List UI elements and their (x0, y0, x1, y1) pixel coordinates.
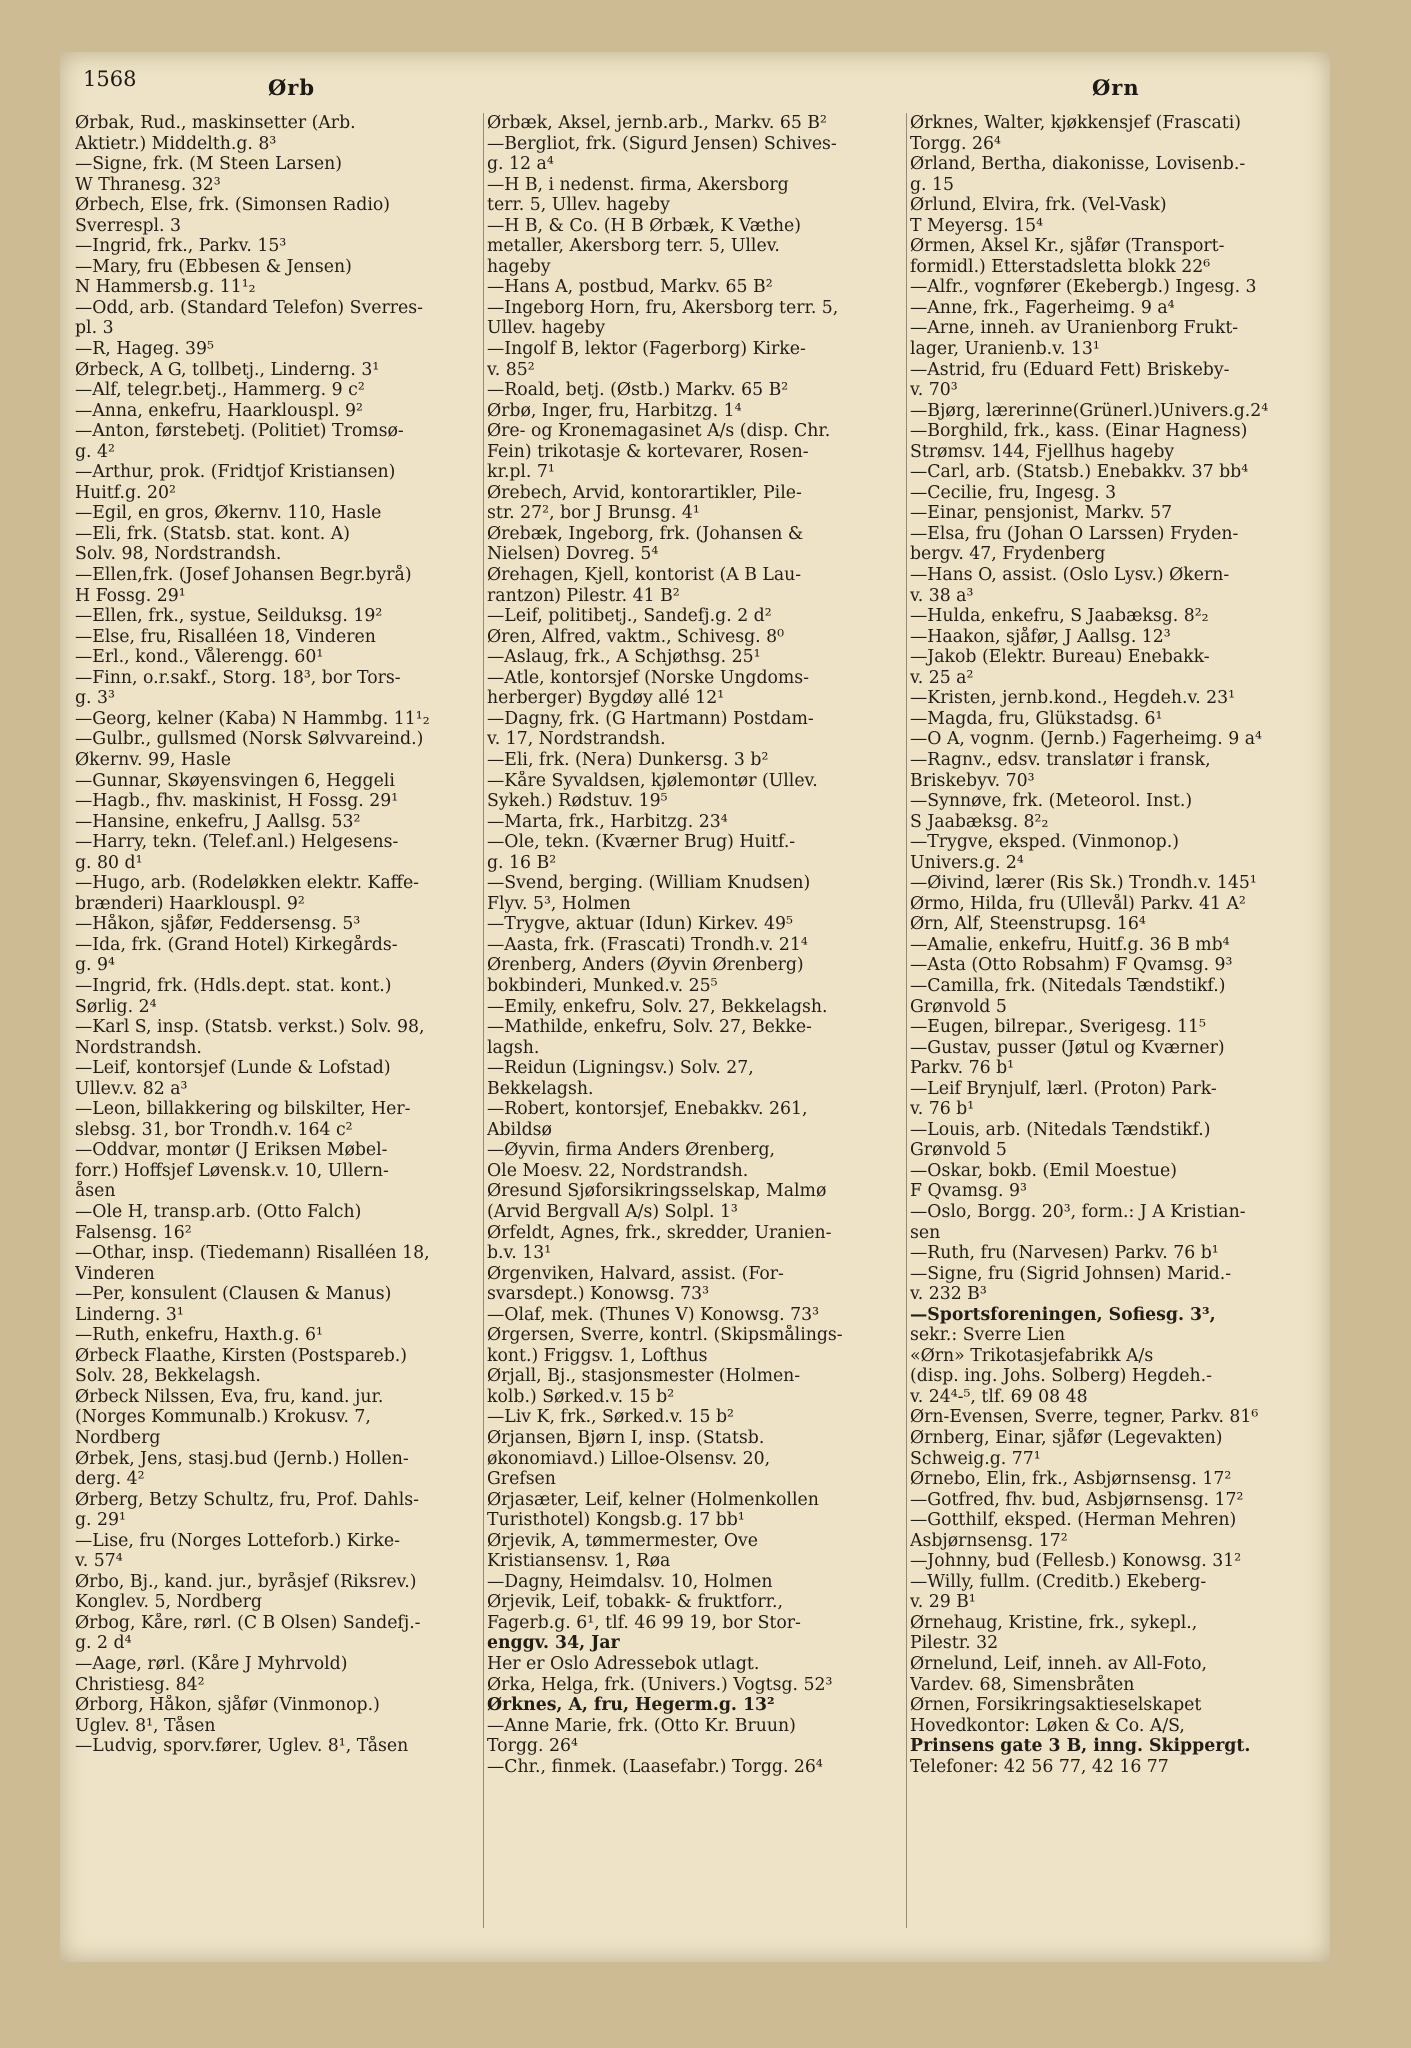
directory-entry-line: —Oslo, Borgg. 20³, form.: J A Kristian- (910, 1201, 1246, 1222)
directory-entry-line: Ole Moesv. 22, Nordstrandsh. (487, 1160, 749, 1181)
directory-entry-line: —Sportsforeningen, Sofiesg. 3³, (910, 1304, 1216, 1325)
directory-entry-line: Ørbo, Bj., kand. jur., byråsjef (Riksrev.) (75, 1571, 417, 1592)
directory-entry-line: Ørland, Bertha, diakonisse, Lovisenb.- (910, 154, 1246, 175)
directory-entry-line: —Einar, pensjonist, Markv. 57 (910, 503, 1173, 524)
directory-entry-line: —Egil, en gros, Økernv. 110, Hasle (75, 503, 382, 524)
directory-entry-line: —Emily, enkefru, Solv. 27, Bekkelagsh. (487, 996, 828, 1017)
directory-entry-line: Ørlund, Elvira, frk. (Vel-Vask) (910, 195, 1167, 216)
directory-entry-line: N Hammersb.g. 11¹₂ (75, 277, 256, 298)
directory-entry-line: Ørka, Helga, frk. (Univers.) Vogtsg. 52³ (487, 1674, 833, 1695)
directory-entry-line: Nielsen) Dovreg. 5⁴ (487, 544, 659, 565)
directory-entry-line: —Leif, kontorsjef (Lunde & Lofstad) (75, 1058, 391, 1079)
directory-entry-line: økonomiavd.) Lilloe-Olsensv. 20, (487, 1448, 771, 1469)
directory-entry-line: Strømsv. 144, Fjellhus hageby (910, 441, 1175, 462)
directory-entry-line: Ørfeldt, Agnes, frk., skredder, Uranien- (487, 1222, 832, 1243)
directory-entry-line: —Mathilde, enkefru, Solv. 27, Bekke- (487, 1017, 812, 1038)
directory-entry-line: b.v. 13¹ (487, 1243, 552, 1264)
directory-entry-line: —Aage, rørl. (Kåre J Myhrvold) (75, 1654, 348, 1675)
directory-entry-line: v. 57⁴ (75, 1551, 123, 1572)
directory-entry-line: —Bjørg, lærerinne(Grünerl.)Univers.g.2⁴ (910, 400, 1269, 421)
directory-entry-line: —Ingeborg Horn, fru, Akersborg terr. 5, (487, 297, 839, 318)
directory-entry-line: Ørn, Alf, Steenstrupsg. 16⁴ (910, 914, 1146, 935)
directory-entry-line: —Svend, berging. (William Knudsen) (487, 873, 811, 894)
directory-column-1 (75, 113, 475, 1757)
directory-entry-line: «Ørn» Trikotasjefabrikk A/s (910, 1345, 1154, 1366)
directory-entry-line: Parkv. 76 b¹ (910, 1058, 1015, 1079)
directory-entry-line: —Eli, frk. (Statsb. stat. kont. A) (75, 523, 350, 544)
directory-entry-line: —Arthur, prok. (Fridtjof Kristiansen) (75, 462, 396, 483)
directory-entry-line: Ullev.v. 82 a³ (75, 1078, 188, 1099)
directory-entry-line: Nordberg (75, 1428, 161, 1448)
directory-entry-line: Falsensg. 16² (75, 1222, 192, 1243)
directory-entry-line: —Anna, enkefru, Haarklouspl. 9² (75, 400, 363, 421)
directory-entry-line: Schweig.g. 77¹ (910, 1448, 1041, 1469)
directory-entry-line: Ørnen, Forsikringsaktieselskapet (910, 1695, 1202, 1716)
directory-entry-line: —Astrid, fru (Eduard Fett) Briskeby- (910, 359, 1230, 380)
directory-entry-line: v. 232 B³ (910, 1284, 987, 1305)
directory-entry-line: v. 24⁴-⁵, tlf. 69 08 48 (910, 1386, 1088, 1407)
directory-entry-line: —Else, fru, Risalléen 18, Vinderen (75, 626, 376, 647)
directory-entry-line: Ørnelund, Leif, inneh. av All-Foto, (910, 1654, 1207, 1675)
directory-entry-line: g. 12 a⁴ (487, 154, 554, 175)
directory-entry-line: —Amalie, enkefru, Huitf.g. 36 B mb⁴ (910, 934, 1230, 955)
directory-entry-line: —Øyvin, firma Anders Ørenberg, (487, 1140, 776, 1161)
directory-entry-line: Ørknes, A, fru, Hegerm.g. 13² (487, 1695, 775, 1716)
directory-entry-line: Aktietr.) Middelth.g. 8³ (75, 133, 277, 154)
directory-entry-line: v. 85² (487, 359, 535, 380)
running-header-right: Ørn (1092, 75, 1140, 100)
directory-entry-line: —Willy, fullm. (Creditb.) Ekeberg- (910, 1571, 1207, 1592)
directory-entry-line: Sverrespl. 3 (75, 215, 182, 236)
directory-entry-line: —Asta (Otto Robsahm) F Qvamsg. 9³ (910, 955, 1233, 976)
directory-entry-line: Ørbeck Nilssen, Eva, fru, kand. jur. (75, 1386, 384, 1407)
directory-entry-line: —Signe, frk. (M Steen Larsen) (75, 154, 342, 175)
directory-entry-line: F Qvamsg. 9³ (910, 1181, 1027, 1202)
directory-entry-line: Vardev. 68, Simensbråten (910, 1674, 1135, 1695)
directory-entry-line: —Anne Marie, frk. (Otto Kr. Bruun) (487, 1715, 796, 1736)
directory-entry-line: Ørjasæter, Leif, kelner (Holmenkollen (487, 1489, 819, 1510)
directory-entry-line: svarsdept.) Konowsg. 73³ (487, 1284, 710, 1305)
directory-entry-line: lagsh. (487, 1037, 540, 1058)
directory-entry-line: —Ragnv., edsv. translatør i fransk, (910, 749, 1211, 770)
directory-entry-line: Ørjevik, Leif, tobakk- & fruktforr., (487, 1592, 783, 1613)
directory-entry-line: slebsg. 31, bor Trondh.v. 164 c² (75, 1119, 353, 1140)
directory-entry-line: —Ole H, transp.arb. (Otto Falch) (75, 1201, 362, 1222)
directory-entry-line: —Leon, billakkering og bilskilter, Her- (75, 1099, 411, 1120)
directory-entry-line: formidl.) Etterstadsletta blokk 22⁶ (910, 256, 1211, 277)
directory-entry-line: g. 80 d¹ (75, 852, 143, 873)
directory-entry-line: —Øivind, lærer (Ris Sk.) Trondh.v. 145¹ (910, 873, 1257, 894)
directory-column-2 (487, 113, 905, 1777)
directory-entry-line: —Alf, telegr.betj., Hammerg. 9 c² (75, 380, 365, 401)
directory-entry-line: Ørebech, Arvid, kontorartikler, Pile- (487, 482, 802, 503)
directory-entry-line: lager, Uranienb.v. 13¹ (910, 339, 1100, 360)
directory-entry-line: bokbinderi, Munked.v. 25⁵ (487, 975, 718, 996)
directory-entry-line: g. 29¹ (75, 1510, 126, 1531)
directory-entry-line: —Lise, fru (Norges Lotteforb.) Kirke- (75, 1530, 400, 1551)
directory-entry-line: —Hagb., fhv. maskinist, H Fossg. 29¹ (75, 791, 399, 812)
directory-entry-line: —Gunnar, Skøyensvingen 6, Heggeli (75, 770, 395, 791)
directory-entry-line: Linderng. 3¹ (75, 1304, 184, 1325)
directory-entry-line: —Hans O, assist. (Oslo Lysv.) Økern- (910, 565, 1230, 586)
directory-entry-line: —Leif Brynjulf, lærl. (Proton) Park- (910, 1078, 1217, 1099)
directory-entry-line: kont.) Friggsv. 1, Lofthus (487, 1345, 708, 1366)
directory-entry-line: —Hulda, enkefru, S Jaabæksg. 8²₂ (910, 606, 1209, 627)
directory-entry-line: —Gotthilf, eksped. (Herman Mehren) (910, 1510, 1237, 1531)
directory-entry-line: —Ole, tekn. (Kværner Brug) Huitf.- (487, 832, 796, 853)
directory-entry-line: —Aslaug, frk., A Schjøthsg. 25¹ (487, 647, 761, 668)
running-header-left: Ørb (268, 75, 316, 100)
directory-entry-line: —Dagny, Heimdalsv. 10, Holmen (487, 1571, 773, 1592)
directory-entry-line: Ørnberg, Einar, sjåfør (Legevakten) (910, 1428, 1223, 1448)
directory-entry-line: —Magda, fru, Glükstadsg. 6¹ (910, 708, 1163, 729)
directory-entry-line: —Erl., kond., Vålerengg. 60¹ (75, 647, 324, 668)
directory-entry-line: —Odd, arb. (Standard Telefon) Sverres- (75, 297, 423, 318)
directory-entry-line: Torgg. 26⁴ (487, 1736, 578, 1757)
directory-entry-line: Ørbeck Flaathe, Kirsten (Postspareb.) (75, 1345, 408, 1366)
directory-entry-line: —Dagny, frk. (G Hartmann) Postdam- (487, 708, 814, 729)
directory-entry-line: —Hansine, enkefru, J Aallsg. 53² (75, 811, 361, 832)
directory-entry-line: Ørbeck, A G, tollbetj., Linderng. 3¹ (75, 359, 380, 380)
directory-entry-line: str. 27², bor J Brunsg. 4¹ (487, 503, 700, 524)
directory-entry-line: Ullev. hageby (487, 318, 606, 339)
directory-entry-line: Øre- og Kronemagasinet A/s (disp. Chr. (487, 421, 831, 442)
directory-entry-line: —Ellen,frk. (Josef Johansen Begr.byrå) (75, 565, 412, 586)
directory-entry-line: Sykeh.) Rødstuv. 19⁵ (487, 791, 668, 812)
directory-entry-line: g. 15 (910, 174, 955, 195)
directory-entry-line: v. 70³ (910, 380, 958, 401)
directory-entry-line: v. 76 b¹ (910, 1099, 975, 1120)
directory-entry-line: —Signe, fru (Sigrid Johnsen) Marid.- (910, 1263, 1232, 1284)
directory-entry-line: —Finn, o.r.sakf., Storg. 18³, bor Tors- (75, 667, 401, 688)
directory-entry-line: —Ellen, frk., systue, Seilduksg. 19² (75, 606, 383, 627)
directory-entry-line: (disp. ing. Johs. Solberg) Hegdeh.- (910, 1366, 1212, 1387)
directory-entry-line: Ørenberg, Anders (Øyvin Ørenberg) (487, 955, 804, 976)
directory-entry-line: Asbjørnsensg. 17² (910, 1530, 1068, 1551)
directory-entry-line: —Ingolf B, lektor (Fagerborg) Kirke- (487, 339, 806, 360)
page-number: 1568 (83, 67, 137, 91)
directory-entry-line: —Robert, kontorsjef, Enebakkv. 261, (487, 1099, 808, 1120)
directory-entry-line: —Anne, frk., Fagerheimg. 9 a⁴ (910, 297, 1175, 318)
directory-entry-line: —Elsa, fru (Johan O Larssen) Fryden- (910, 523, 1239, 544)
directory-entry-line: Grønvold 5 (910, 996, 1007, 1017)
directory-entry-line: —Oskar, bokb. (Emil Moestue) (910, 1160, 1177, 1181)
directory-entry-line: Ørnebo, Elin, frk., Asbjørnsensg. 17² (910, 1469, 1232, 1490)
directory-entry-line: g. 2 d⁴ (75, 1633, 132, 1654)
directory-entry-line: —Håkon, sjåfør, Feddersensg. 5³ (75, 914, 361, 935)
directory-entry-line: —Marta, frk., Harbitzg. 23⁴ (487, 811, 728, 832)
directory-entry-line: T Meyersg. 15⁴ (910, 215, 1044, 236)
directory-entry-line: —Gustav, pusser (Jøtul og Kværner) (910, 1037, 1225, 1058)
directory-entry-line: —H B, i nedenst. firma, Akersborg (487, 174, 789, 195)
directory-entry-line: Fein) trikotasje & kortevarer, Rosen- (487, 441, 809, 462)
directory-entry-line: brænderi) Haarklouspl. 9² (75, 893, 305, 914)
directory-entry-line: Ørbak, Rud., maskinsetter (Arb. (75, 113, 356, 133)
column-divider (906, 113, 907, 1928)
directory-entry-line: Ørborg, Håkon, sjåfør (Vinmonop.) (75, 1695, 380, 1716)
directory-entry-line: —Anton, førstebetj. (Politiet) Tromsø- (75, 421, 404, 442)
directory-entry-line: Univers.g. 2⁴ (910, 852, 1024, 873)
directory-entry-line: Uglev. 8¹, Tåsen (75, 1715, 216, 1736)
directory-entry-line: Ørgenviken, Halvard, assist. (For- (487, 1263, 784, 1284)
directory-entry-line: Nordstrandsh. (75, 1037, 202, 1058)
directory-entry-line: Grønvold 5 (910, 1140, 1007, 1161)
directory-entry-line: g. 3³ (75, 688, 115, 709)
directory-entry-line: Solv. 98, Nordstrandsh. (75, 544, 282, 565)
directory-entry-line: Fagerb.g. 6¹, tlf. 46 99 19, bor Stor- (487, 1612, 801, 1633)
directory-entry-line: —Atle, kontorsjef (Norske Ungdoms- (487, 667, 810, 688)
directory-entry-line: —Mary, fru (Ebbesen & Jensen) (75, 256, 352, 277)
directory-entry-line: Prinsens gate 3 B, inng. Skippergt. (910, 1736, 1251, 1757)
directory-entry-line: —Arne, inneh. av Uranienborg Frukt- (910, 318, 1239, 339)
directory-entry-line: Her er Oslo Adressebok utlagt. (487, 1654, 760, 1675)
directory-entry-line: Ørjall, Bj., stasjonsmester (Holmen- (487, 1366, 801, 1387)
directory-entry-line: —Ingrid, frk. (Hdls.dept. stat. kont.) (75, 975, 392, 996)
directory-entry-line: —Eli, frk. (Nera) Dunkersg. 3 b² (487, 749, 769, 770)
directory-entry-line: —Aasta, frk. (Frascati) Trondh.v. 21⁴ (487, 934, 808, 955)
directory-entry-line: —Liv K, frk., Sørked.v. 15 b² (487, 1407, 734, 1428)
directory-entry-line: Ørbø, Inger, fru, Harbitzg. 1⁴ (487, 400, 742, 421)
directory-entry-line: —R, Hageg. 39⁵ (75, 339, 214, 360)
directory-entry-line: Turisthotel) Kongsb.g. 17 bb¹ (487, 1510, 745, 1531)
directory-entry-line: Ørjansen, Bjørn I, insp. (Statsb. (487, 1428, 765, 1448)
directory-entry-line: (Norges Kommunalb.) Krokusv. 7, (75, 1407, 371, 1428)
directory-entry-line: Ørbek, Jens, stasj.bud (Jernb.) Hollen- (75, 1448, 409, 1469)
directory-entry-line: Huitf.g. 20² (75, 482, 176, 503)
directory-entry-line: —Carl, arb. (Statsb.) Enebakkv. 37 bb⁴ (910, 462, 1249, 483)
directory-entry-line: Økernv. 99, Hasle (75, 749, 231, 770)
directory-entry-line: —Louis, arb. (Nitedals Tændstikf.) (910, 1119, 1211, 1140)
directory-entry-line: Sørlig. 2⁴ (75, 996, 157, 1017)
directory-entry-line: (Arvid Bergvall A/s) Solpl. 1³ (487, 1201, 738, 1222)
directory-entry-line: Ørberg, Betzy Schultz, fru, Prof. Dahls- (75, 1489, 419, 1510)
directory-entry-line: —Ingrid, frk., Parkv. 15³ (75, 236, 287, 257)
directory-entry-line: pl. 3 (75, 318, 114, 339)
directory-entry-line: —Ludvig, sporv.fører, Uglev. 8¹, Tåsen (75, 1736, 409, 1757)
directory-column-3 (910, 113, 1320, 1777)
directory-entry-line: —Haakon, sjåfør, J Aallsg. 12³ (910, 626, 1171, 647)
directory-entry-line: Ørnehaug, Kristine, frk., sykepl., (910, 1612, 1198, 1633)
directory-entry-line: —Karl S, insp. (Statsb. verkst.) Solv. 98, (75, 1017, 425, 1038)
directory-entry-line: Torgg. 26⁴ (910, 133, 1001, 154)
directory-entry-line: H Fossg. 29¹ (75, 585, 186, 606)
directory-entry-line: —Borghild, frk., kass. (Einar Hagness) (910, 421, 1248, 442)
directory-entry-line: Flyv. 5³, Holmen (487, 893, 631, 914)
directory-entry-line: v. 17, Nordstrandsh. (487, 729, 666, 750)
directory-entry-line: kr.pl. 7¹ (487, 462, 555, 483)
directory-entry-line: —Gulbr., gullsmed (Norsk Sølvvareind.) (75, 729, 424, 750)
directory-entry-line: enggv. 34, Jar (487, 1633, 620, 1654)
directory-entry-line: rantzon) Pilestr. 41 B² (487, 585, 680, 606)
directory-entry-line: —Harry, tekn. (Telef.anl.) Helgesens- (75, 832, 399, 853)
directory-entry-line: Solv. 28, Bekkelagsh. (75, 1366, 261, 1387)
directory-entry-line: W Thranesg. 32³ (75, 174, 221, 195)
directory-entry-line: v. 38 a³ (910, 585, 974, 606)
directory-entry-line: Ørjevik, A, tømmermester, Ove (487, 1530, 758, 1551)
directory-entry-line: Grefsen (487, 1469, 556, 1490)
directory-entry-line: —Cecilie, fru, Ingesg. 3 (910, 482, 1117, 503)
directory-entry-line: —Alfr., vognfører (Ekebergb.) Ingesg. 3 (910, 277, 1257, 298)
directory-entry-line: —Othar, insp. (Tiedemann) Risalléen 18, (75, 1243, 430, 1264)
directory-entry-line: —Per, konsulent (Clausen & Manus) (75, 1284, 392, 1305)
directory-entry-line: —Eugen, bilrepar., Sverigesg. 11⁵ (910, 1017, 1206, 1038)
directory-entry-line: Ørbæk, Aksel, jernb.arb., Markv. 65 B² (487, 113, 827, 133)
directory-entry-line: Abildsø (487, 1119, 552, 1140)
directory-entry-line: S Jaabæksg. 8²₂ (910, 811, 1049, 832)
directory-entry-line: Ørbog, Kåre, rørl. (C B Olsen) Sandefj.- (75, 1612, 421, 1633)
directory-entry-line: —H B, & Co. (H B Ørbæk, K Væthe) (487, 215, 801, 236)
directory-entry-line: —Reidun (Ligningsv.) Solv. 27, (487, 1058, 754, 1079)
directory-entry-line: g. 4² (75, 441, 115, 462)
directory-entry-line: —Ida, frk. (Grand Hotel) Kirkegårds- (75, 934, 398, 955)
directory-entry-line: g. 16 B² (487, 852, 557, 873)
directory-entry-line: derg. 4² (75, 1469, 145, 1490)
directory-entry-line: bergv. 47, Frydenberg (910, 544, 1106, 565)
directory-entry-line: —Gotfred, fhv. bud, Asbjørnsensg. 17² (910, 1489, 1244, 1510)
directory-entry-line: sekr.: Sverre Lien (910, 1325, 1066, 1346)
directory-entry-line: —Olaf, mek. (Thunes V) Konowsg. 73³ (487, 1304, 820, 1325)
directory-entry-line: —Synnøve, frk. (Meteorol. Inst.) (910, 791, 1193, 812)
directory-entry-line: metaller, Akersborg terr. 5, Ullev. (487, 236, 780, 257)
directory-entry-line: —Trygve, eksped. (Vinmonop.) (910, 832, 1179, 853)
directory-entry-line: Konglev. 5, Nordberg (75, 1592, 262, 1613)
directory-entry-line: —Jakob (Elektr. Bureau) Enebakk- (910, 647, 1210, 668)
directory-entry-line: Telefoner: 42 56 77, 42 16 77 (910, 1756, 1169, 1777)
directory-entry-line: Kristiansensv. 1, Røa (487, 1551, 671, 1572)
directory-entry-line: kolb.) Sørked.v. 15 b² (487, 1386, 675, 1407)
directory-entry-line: Ørebæk, Ingeborg, frk. (Johansen & (487, 523, 804, 544)
directory-entry-line: Bekkelagsh. (487, 1078, 594, 1099)
directory-entry-line: —Leif, politibetj., Sandefj.g. 2 d² (487, 606, 772, 627)
column-divider (483, 113, 484, 1928)
directory-entry-line: Ørknes, Walter, kjøkkensjef (Frascati) (910, 113, 1241, 133)
directory-entry-line: Ørbech, Else, frk. (Simonsen Radio) (75, 195, 391, 216)
directory-entry-line: —Ruth, enkefru, Haxth.g. 6¹ (75, 1325, 323, 1346)
directory-entry-line: —Ruth, fru (Narvesen) Parkv. 76 b¹ (910, 1243, 1219, 1264)
directory-entry-line: sen (910, 1222, 941, 1243)
directory-entry-line: —Georg, kelner (Kaba) N Hammbg. 11¹₂ (75, 708, 430, 729)
directory-entry-line: —Chr., finmek. (Laasefabr.) Torgg. 26⁴ (487, 1756, 823, 1777)
directory-entry-line: forr.) Hoffsjef Løvensk.v. 10, Ullern- (75, 1160, 389, 1181)
directory-entry-line: Ørmen, Aksel Kr., sjåfør (Transport- (910, 236, 1225, 257)
directory-entry-line: v. 25 a² (910, 667, 974, 688)
directory-entry-line: åsen (75, 1181, 116, 1202)
directory-entry-line: Ørgersen, Sverre, kontrl. (Skipsmålings- (487, 1325, 843, 1346)
directory-entry-line: herberger) Bygdøy allé 12¹ (487, 688, 725, 709)
directory-entry-line: —O A, vognm. (Jernb.) Fagerheimg. 9 a⁴ (910, 729, 1262, 750)
directory-entry-line: terr. 5, Ullev. hageby (487, 195, 670, 216)
directory-entry-line: v. 29 B¹ (910, 1592, 976, 1613)
directory-entry-line: g. 9⁴ (75, 955, 115, 976)
directory-entry-line: Vinderen (75, 1263, 155, 1284)
directory-entry-line: —Trygve, aktuar (Idun) Kirkev. 49⁵ (487, 914, 793, 935)
directory-entry-line: —Roald, betj. (Østb.) Markv. 65 B² (487, 380, 789, 401)
directory-entry-line: Ørmo, Hilda, fru (Ullevål) Parkv. 41 A² (910, 893, 1246, 914)
directory-entry-line: Briskebyv. 70³ (910, 770, 1035, 791)
directory-entry-line: —Bergliot, frk. (Sigurd Jensen) Schives- (487, 133, 837, 154)
directory-entry-line: —Kristen, jernb.kond., Hegdeh.v. 23¹ (910, 688, 1236, 709)
directory-entry-line: —Hugo, arb. (Rodeløkken elektr. Kaffe- (75, 873, 420, 894)
directory-entry-line: Øren, Alfred, vaktm., Schivesg. 8⁰ (487, 626, 785, 647)
directory-entry-line: —Camilla, frk. (Nitedals Tændstikf.) (910, 975, 1226, 996)
directory-entry-line: —Kåre Syvaldsen, kjølemontør (Ullev. (487, 770, 818, 791)
directory-entry-line: Pilestr. 32 (910, 1633, 999, 1654)
directory-entry-line: —Hans A, postbud, Markv. 65 B² (487, 277, 773, 298)
directory-entry-line: Øresund Sjøforsikringsselskap, Malmø (487, 1181, 827, 1202)
directory-entry-line: —Johnny, bud (Fellesb.) Konowsg. 31² (910, 1551, 1242, 1572)
directory-entry-line: hageby (487, 256, 551, 277)
directory-entry-line: —Oddvar, montør (J Eriksen Møbel- (75, 1140, 388, 1161)
directory-entry-line: Christiesg. 84² (75, 1674, 205, 1695)
directory-entry-line: Ørehagen, Kjell, kontorist (A B Lau- (487, 565, 802, 586)
directory-entry-line: Ørn-Evensen, Sverre, tegner, Parkv. 81⁶ (910, 1407, 1259, 1428)
directory-entry-line: Hovedkontor: Løken & Co. A/S, (910, 1715, 1185, 1736)
